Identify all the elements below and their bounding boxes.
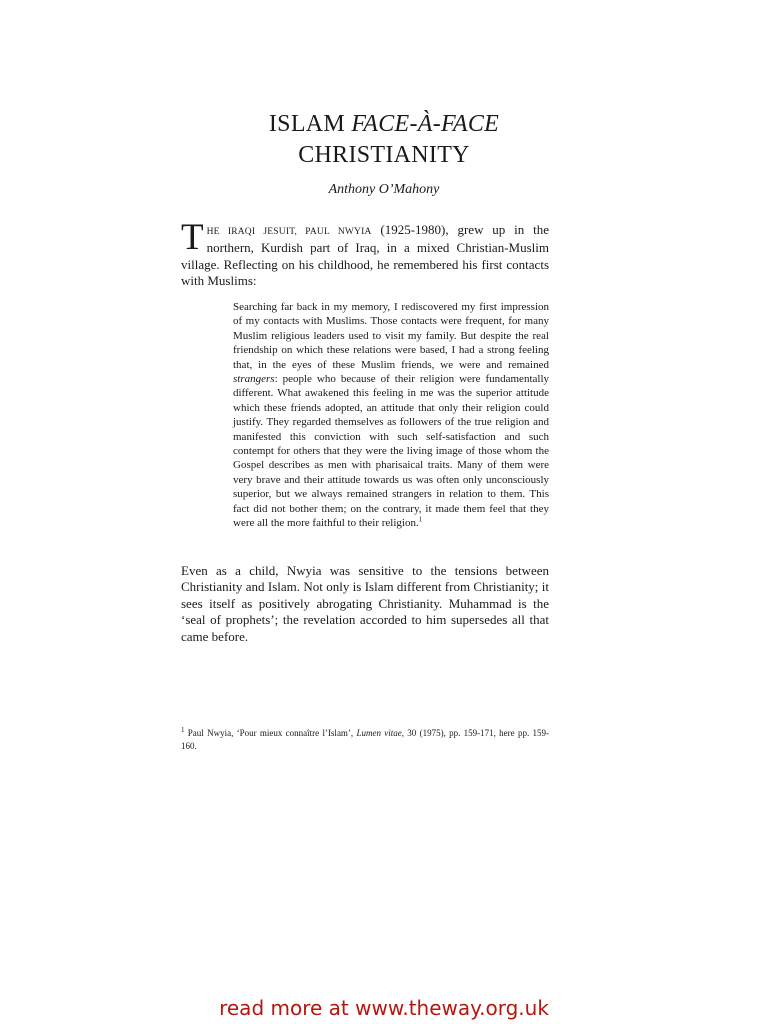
block-quote	[233, 300, 549, 531]
body-paragraph: Even as a child, Nwyia was sensitive to the tensions between Christianity and Islam. Not only is Islam different from Christianity; it sees itself as positively abrogating Christianity. Muhammad is the ‘seal of prophets’; the revelation accorded to him supersedes all that came before.	[181, 563, 549, 644]
drop-cap: T	[181, 217, 204, 258]
intro-smallcaps: HE IRAQI JESUIT, PAUL NWYIA	[206, 227, 372, 237]
quote-italic: strangers	[233, 373, 275, 386]
article-title-line2: CHRISTIANITY	[298, 142, 470, 168]
footnote	[181, 727, 549, 753]
footnote-text2: , 30 (1975), pp. 159-171, here pp. 159-160.	[181, 728, 549, 751]
article-title-line1	[0, 109, 768, 139]
footnote-ref: 1	[418, 515, 423, 524]
author-name: Anthony O’Mahony	[328, 182, 440, 197]
read-more-link[interactable]: read more at www.theway.org.uk	[219, 996, 549, 1020]
intro-paragraph	[181, 217, 549, 290]
quote-text-part1: Searching far back in my memory, I rediscovered my first impression of my contacts with Muslims. Those contacts were frequent, for many Muslim religious leaders used to visit my family. But despite the real friendship on which these relations were based, I had a strong feeling that, in the eyes of these Muslim friends, we were and remained	[233, 301, 549, 371]
title-prefix: ISLAM	[268, 111, 352, 137]
intro-text: (1925-1980), grew up in the northern, Kurdish part of Iraq, in a mixed Christian-Muslim village. Reflecting on his childhood, he remembered his first contacts with Muslims:	[181, 222, 549, 289]
title-italic: FACE-À-FACE	[351, 111, 500, 137]
footnote-italic: Lumen vitae	[356, 728, 402, 738]
quote-text-part2: : people who because of their religion were fundamentally different. What awakened this feeling in me was the superior attitude which these friends adopted, an attitude that only their religion could justify. They regarded themselves as followers of the true religion and manifested this conviction with such self-satisfaction and such contempt for others that they were the living image of those whom the Gospel describes as men with pharisaical traits. Many of them were very brave and their attitude towards us was often only unconsciously superior, but we always remained strangers in relation to them. This fact did not bother them; on the contrary, it made them feel that they were all the more faithful to their religion.	[233, 373, 549, 530]
footnote-text1: Paul Nwyia, ‘Pour mieux connaître l’Islam’,	[184, 728, 357, 738]
footnote-number: 1	[181, 726, 185, 734]
